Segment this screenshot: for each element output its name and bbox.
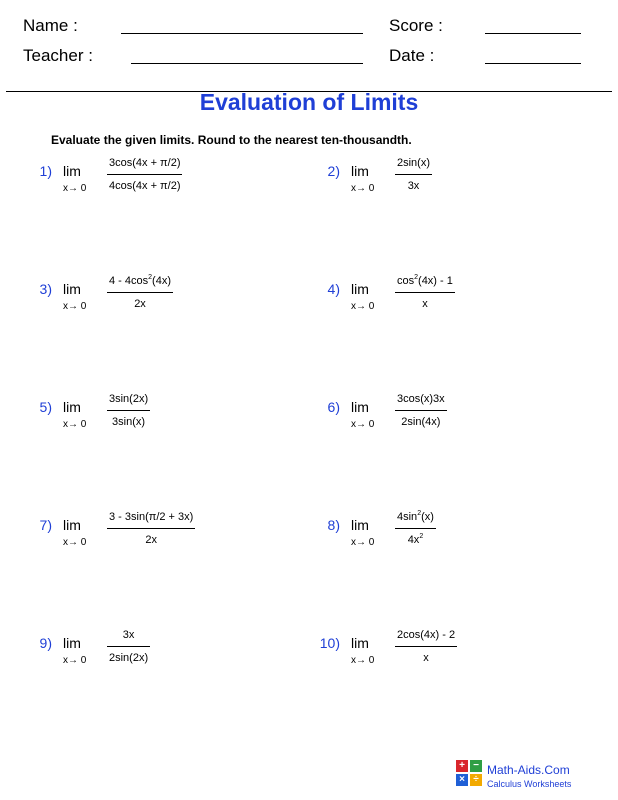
- problem-10: [312, 629, 572, 679]
- problem-number: 1): [39, 163, 52, 179]
- fraction: [395, 393, 447, 428]
- denominator: 2x: [145, 534, 157, 546]
- problem-1: [24, 157, 284, 207]
- numerator: $4 - 4\cos^2(4x)$: [109, 274, 171, 287]
- numerator: 3x: [122, 629, 135, 641]
- problem-number: 8): [327, 517, 340, 533]
- denominator: $4x^2$: [407, 533, 424, 546]
- limit-approach: x→ 0: [351, 301, 375, 312]
- denominator: 2x: [134, 298, 146, 310]
- problem-2: [312, 157, 572, 207]
- numerator: 3cos(4x + π/2): [109, 157, 181, 169]
- limit-operator: lim: [63, 163, 81, 179]
- limit-operator: lim: [351, 517, 369, 533]
- denominator: x: [423, 652, 429, 664]
- problem-4: [312, 275, 572, 325]
- logo-name: Math-Aids.Com: [487, 763, 570, 777]
- numerator: 2sin(x): [397, 157, 431, 169]
- date-label: Date :: [389, 46, 435, 65]
- fraction: [395, 157, 432, 192]
- problem-8: [312, 511, 572, 561]
- fraction: [395, 275, 455, 310]
- fraction: [107, 157, 182, 192]
- limit-approach: x→ 0: [351, 655, 375, 666]
- denominator: 2sin(4x): [401, 416, 441, 428]
- limit-approach: x→ 0: [351, 419, 375, 430]
- limit-approach: x→ 0: [63, 419, 87, 430]
- problem-9: [24, 629, 284, 679]
- numerator: $\cos^2(4x) - 1$: [397, 274, 453, 287]
- denominator: 2sin(2x): [109, 652, 149, 664]
- math-aids-logo: [456, 760, 586, 794]
- numerator: 3cos(x)3x: [397, 393, 445, 405]
- limit-approach: x→ 0: [351, 183, 375, 194]
- problem-number: 3): [39, 281, 52, 297]
- limit-operator: lim: [351, 635, 369, 651]
- limit-approach: x→ 0: [63, 655, 87, 666]
- limit-operator: lim: [63, 635, 81, 651]
- problem-number: 6): [327, 399, 340, 415]
- teacher-label: Teacher :: [23, 46, 93, 65]
- divide-icon: ÷: [470, 774, 482, 786]
- limit-approach: x→ 0: [63, 183, 87, 194]
- problem-number: 10): [319, 635, 340, 651]
- page-title: Evaluation of Limits: [199, 89, 419, 115]
- teacher-line[interactable]: [131, 63, 363, 64]
- limit-operator: lim: [351, 163, 369, 179]
- problem-number: 9): [39, 635, 52, 651]
- logo-subtitle: Calculus Worksheets: [487, 779, 572, 789]
- denominator: x: [422, 298, 428, 310]
- limit-operator: lim: [63, 517, 81, 533]
- denominator: 3x: [407, 180, 420, 192]
- limit-operator: lim: [351, 399, 369, 415]
- fraction: [107, 511, 195, 546]
- fraction: [107, 393, 150, 428]
- limit-operator: lim: [351, 281, 369, 297]
- numerator: 2cos(4x) - 2: [397, 629, 456, 641]
- problem-7: [24, 511, 284, 561]
- fraction: [395, 629, 457, 664]
- score-label: Score :: [389, 16, 443, 35]
- problem-number: 4): [327, 281, 340, 297]
- limit-approach: x→ 0: [63, 301, 87, 312]
- problem-6: [312, 393, 572, 443]
- name-line[interactable]: [121, 33, 363, 34]
- problem-5: [24, 393, 284, 443]
- problem-3: [24, 275, 284, 325]
- minus-icon: −: [470, 760, 482, 772]
- fraction: [107, 629, 150, 664]
- numerator: $4\sin^2(x)$: [397, 510, 434, 523]
- plus-icon: +: [456, 760, 468, 772]
- multiply-icon: ×: [456, 774, 468, 786]
- limit-approach: x→ 0: [63, 537, 87, 548]
- math-aids-logo-icon: [456, 760, 482, 786]
- numerator: 3sin(2x): [109, 393, 149, 405]
- limit-operator: lim: [63, 399, 81, 415]
- problem-number: 7): [39, 517, 52, 533]
- score-line[interactable]: [485, 33, 581, 34]
- problem-number: 5): [39, 399, 52, 415]
- name-label: Name :: [23, 16, 78, 35]
- fraction: [107, 275, 173, 310]
- limit-approach: x→ 0: [351, 537, 375, 548]
- fraction: [395, 511, 436, 546]
- denominator: 4cos(4x + π/2): [109, 180, 181, 192]
- denominator: 3sin(x): [112, 416, 146, 428]
- date-line[interactable]: [485, 63, 581, 64]
- instructions: Evaluate the given limits. Round to the nearest ten-thousandth.: [51, 133, 412, 147]
- limit-operator: lim: [63, 281, 81, 297]
- numerator: 3 - 3sin(π/2 + 3x): [109, 511, 194, 523]
- problem-number: 2): [327, 163, 340, 179]
